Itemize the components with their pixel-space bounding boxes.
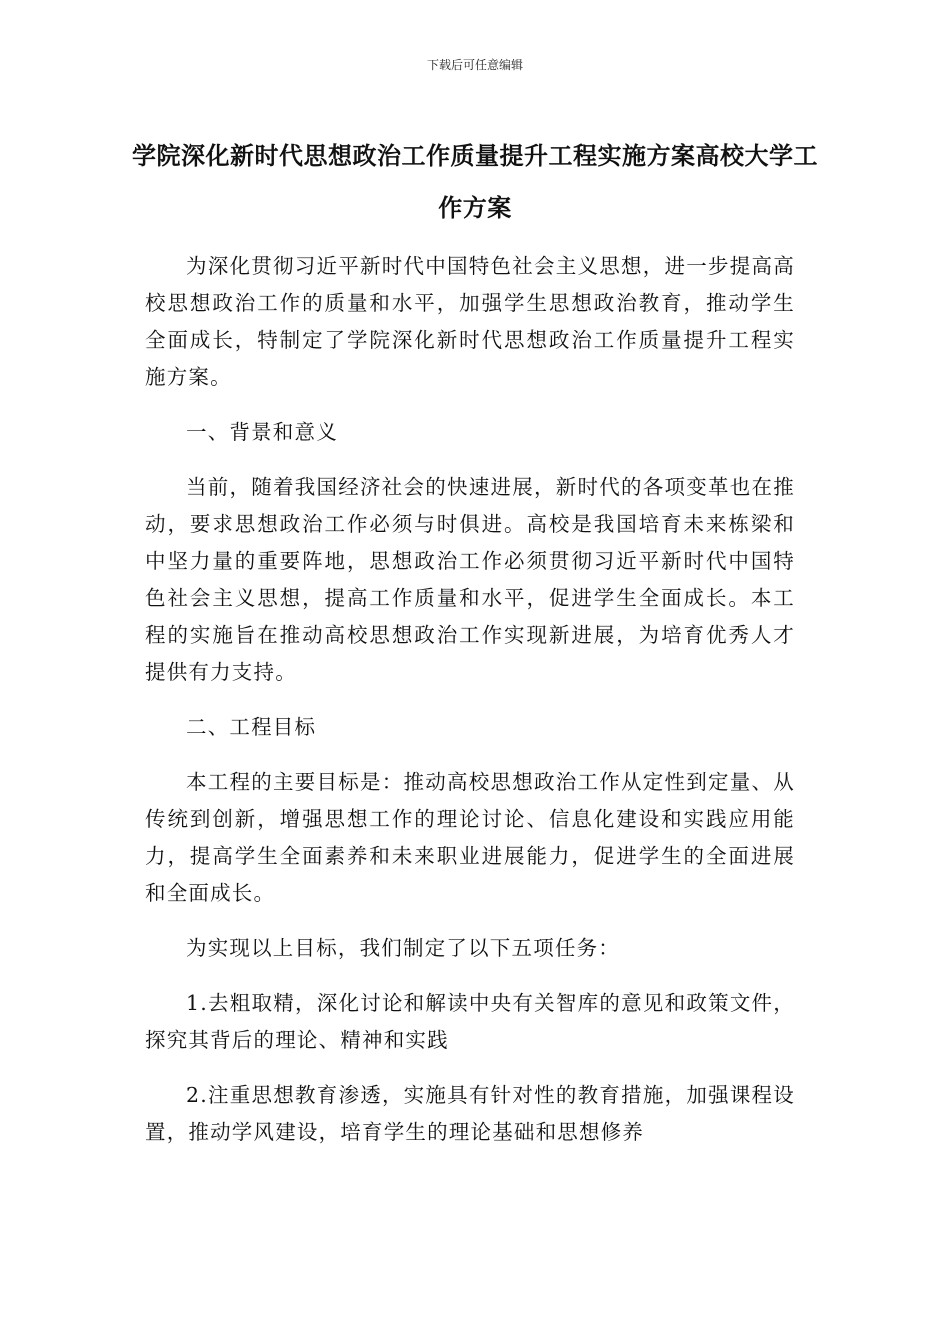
task-item-2: 2.注重思想教育渗透，实施具有针对性的教育措施，加强课程设置，推动学风建设，培育学生的理论基础和思想修养 bbox=[145, 1083, 795, 1144]
task-item-1: 1.去粗取精，深化讨论和解读中央有关智库的意见和政策文件，探究其背后的理论、精神和实践 bbox=[145, 991, 795, 1052]
intro-paragraph: 为深化贯彻习近平新时代中国特色社会主义思想，进一步提高高校思想政治工作的质量和水平，加强学生思想政治教育，推动学生全面成长，特制定了学院深化新时代思想政治工作质量提升工程实施方案。 bbox=[145, 254, 795, 389]
section-heading-background: 一、背景和意义 bbox=[186, 420, 338, 444]
section-heading-goals: 二、工程目标 bbox=[186, 715, 317, 739]
background-paragraph: 当前，随着我国经济社会的快速进展，新时代的各项变革也在推动，要求思想政治工作必须与时俱进。高校是我国培育未来栋梁和中坚力量的重要阵地，思想政治工作必须贯彻习近平新时代中国特色社会主义思想，提高工作质量和水平，促进学生全面成长。本工程的实施旨在推动高校思想政治工作实现新进展，为培育优秀人才提供有力支持。 bbox=[145, 475, 795, 684]
document-body bbox=[145, 248, 795, 1169]
download-note: 下载后可任意编辑 bbox=[426, 58, 523, 72]
document-title: 学院深化新时代思想政治工作质量提升工程实施方案高校大学工作方案 bbox=[132, 142, 818, 222]
goals-paragraph: 本工程的主要目标是：推动高校思想政治工作从定性到定量、从传统到创新，增强思想工作的理论讨论、信息化建设和实践应用能力，提高学生全面素养和未来职业进展能力，促进学生的全面进展和全面成长。 bbox=[145, 770, 795, 905]
tasks-intro-paragraph: 为实现以上目标，我们制定了以下五项任务： bbox=[186, 936, 620, 960]
